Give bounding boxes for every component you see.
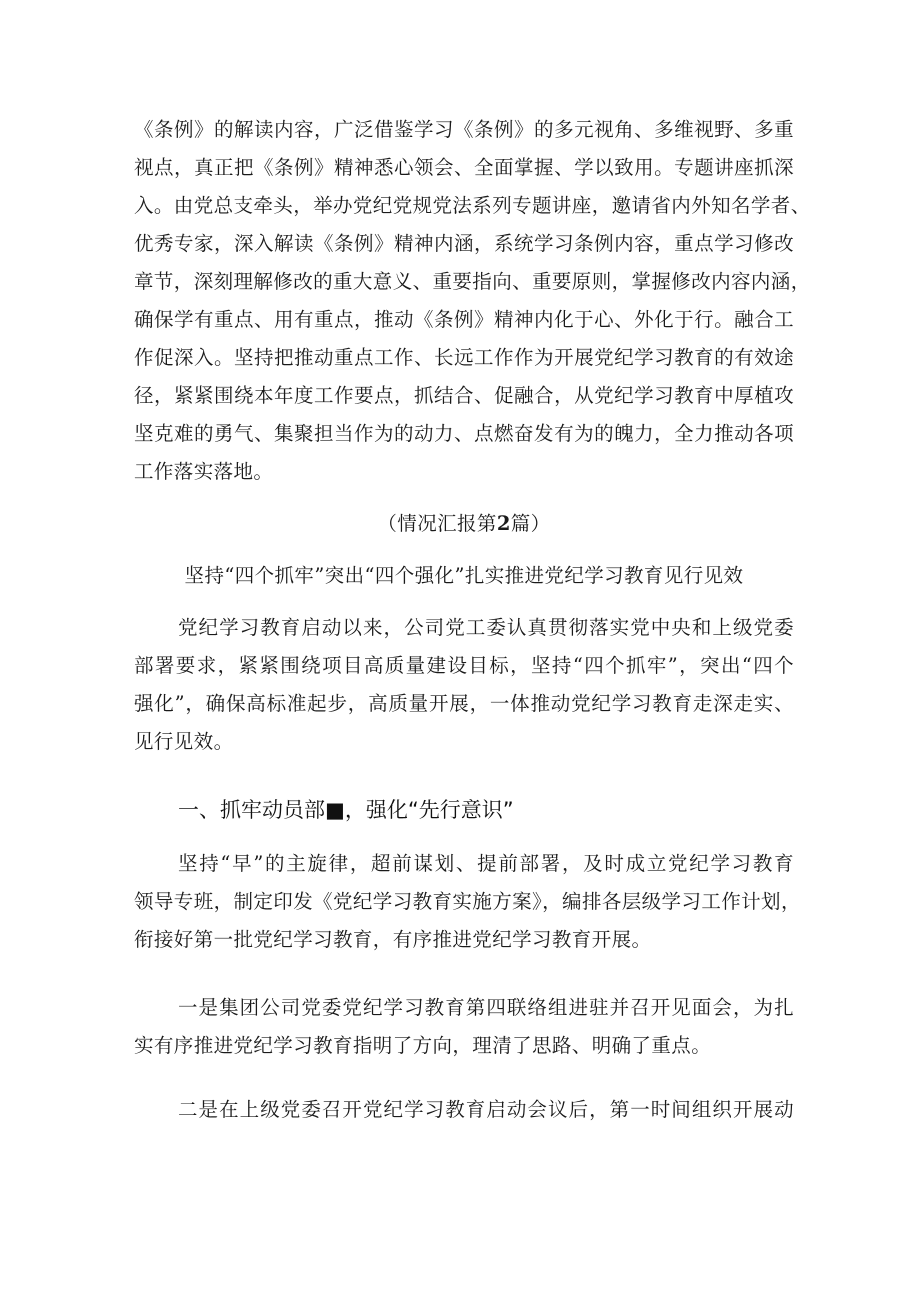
paragraph-line: 优秀专家，深入解读《条例》精神内涵，系统学习条例内容，重点学习修改 (134, 232, 794, 255)
paragraph-line: 强化”，确保高标准起步，高质量开展，一体推动党纪学习教育走深走实、 (134, 692, 794, 715)
paragraph-line: 党纪学习教育启动以来，公司党工委认真贯彻落实党中央和上级党委 (178, 616, 794, 639)
paragraph-line: 视点，真正把《条例》精神悉心领会、全面掌握、学以致用。专题讲座抓深 (134, 156, 794, 179)
paragraph-line: 实有序推进党纪学习教育指明了方向，理清了思路、明确了重点。 (134, 1034, 712, 1057)
paragraph-line: 工作落实落地。 (134, 460, 274, 483)
paragraph-line: 领导专班，制定印发《党纪学习教育实施方案》，编排各层级学习工作计划， (134, 890, 801, 913)
document-title: 坚持“四个抓牢”突出“四个强化”扎实推进党纪学习教育见行见效 (184, 564, 744, 587)
paragraph-line: 部署要求，紧紧围绕项目高质量建设目标，坚持“四个抓牢”，突出“四个 (134, 654, 794, 677)
paragraph-line: 衔接好第一批党纪学习教育，有序推进党纪学习教育开展。 (134, 928, 652, 951)
paragraph-line: 章节，深刻理解修改的重大意义、重要指向、重要原则，掌握修改内容内涵， (134, 270, 811, 293)
section-label-prefix: （情况汇报第 (377, 512, 497, 535)
paragraph-line: 入。由党总支牵头，举办党纪党规党法系列专题讲座，邀请省内外知名学者、 (134, 194, 811, 217)
paragraph-line: 坚克难的勇气、集聚担当作为的动力、点燃奋发有为的魄力，全力推动各项 (134, 422, 794, 445)
paragraph-line: 坚持“早”的主旋律，超前谋划、提前部署，及时成立党纪学习教育 (178, 852, 794, 875)
section-label (134, 512, 794, 536)
paragraph-line: 《条例》的解读内容，广泛借鉴学习《条例》的多元视角、多维视野、多重 (134, 118, 794, 141)
paragraph-line: 确保学有重点、用有重点，推动《条例》精神内化于心、外化于行。融合工 (134, 308, 794, 331)
section-label-number: 2 (496, 512, 511, 535)
paragraph-line: 径，紧紧围绕本年度工作要点，抓结合、促融合，从党纪学习教育中厚植攻 (134, 384, 794, 407)
paragraph-line: 见行见效。 (134, 730, 234, 753)
section-label-suffix: 篇） (510, 512, 551, 535)
section-heading: 一、抓牢动员部■，强化“先行意识” (178, 798, 514, 822)
paragraph-line: 二是在上级党委召开党纪学习教育启动会议后，第一时间组织开展动 (178, 1098, 794, 1121)
paragraph-line: 作促深入。坚持把推动重点工作、长远工作作为开展党纪学习教育的有效途 (134, 346, 794, 369)
paragraph-line: 一是集团公司党委党纪学习教育第四联络组进驻并召开见面会，为扎 (178, 996, 794, 1019)
